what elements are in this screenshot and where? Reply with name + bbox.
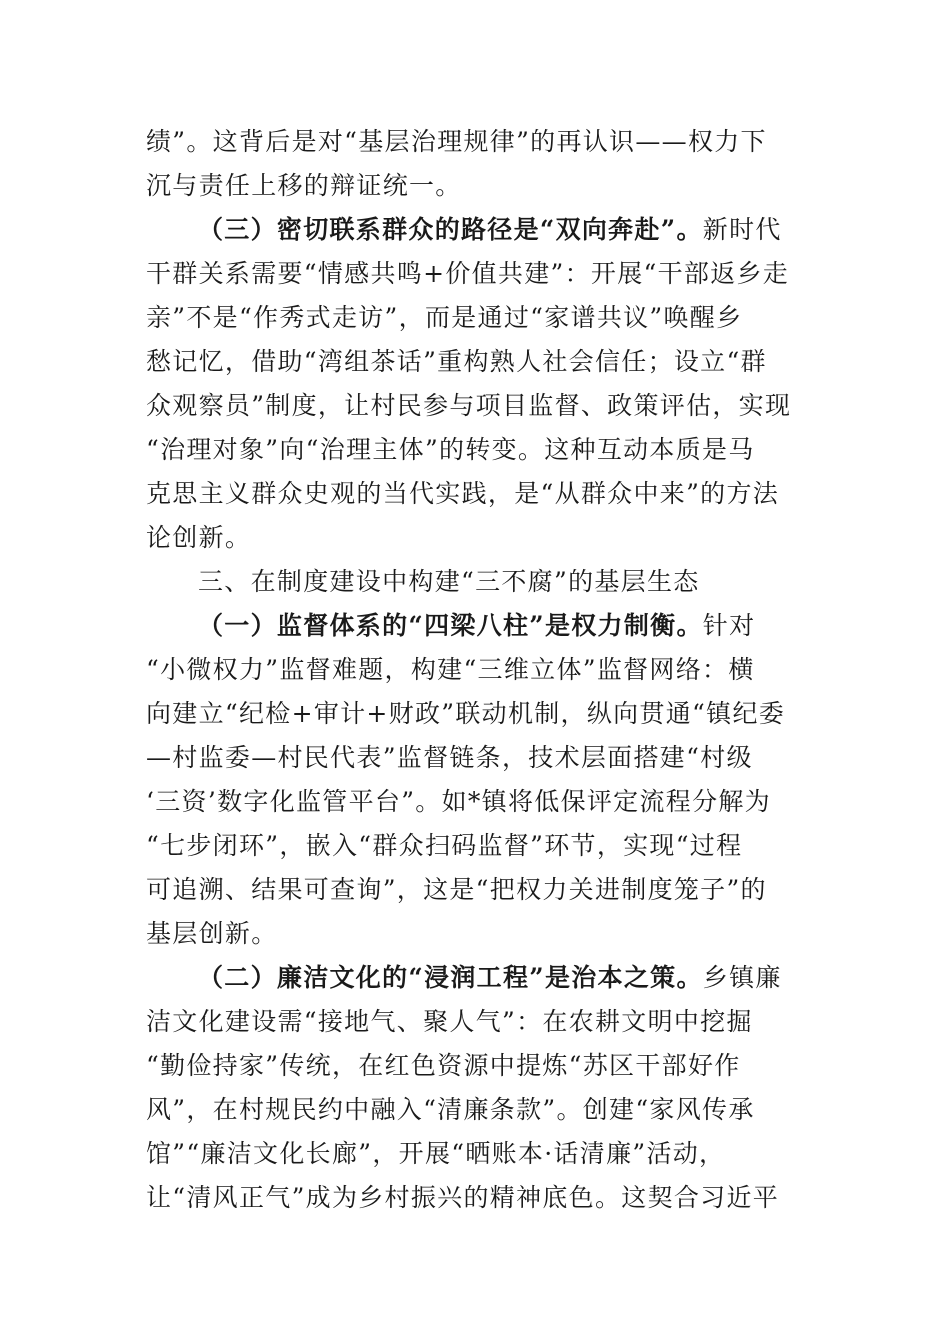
body-text-line: 风”，在村规民约中融入“清廉条款”。创建“家风传承 — [146, 1095, 755, 1124]
body-text-line: “七步闭环”，嵌入“群众扫码监督”环节，实现“过程 — [146, 831, 743, 860]
body-text: 针对 — [702, 611, 756, 640]
body-text-line: 克思主义群众史观的当代实践，是“从群众中来”的方法 — [146, 479, 780, 508]
body-text-line: “小微权力”监督难题，构建“三维立体”监督网络：横 — [146, 655, 755, 684]
body-text-line: 绩”。这背后是对“基层治理规律”的再认识——权力下 — [146, 127, 767, 156]
body-text-line: 向建立“纪检+审计+财政”联动机制，纵向贯通“镇纪委 — [146, 699, 786, 728]
body-text-line: 基层创新。 — [146, 919, 278, 948]
paragraph-first-line — [198, 613, 806, 638]
body-text-line: 干群关系需要“情感共鸣+价值共建”：开展“干部返乡走 — [146, 259, 790, 288]
body-text-line: ‘三资’数字化监管平台”。如*镇将低保评定流程分解为 — [146, 787, 771, 816]
body-text: 新时代 — [702, 215, 782, 244]
body-text-line: 亲”不是“作秀式走访”，而是通过“家谱共议”唤醒乡 — [146, 303, 743, 332]
subsection-heading: （三）密切联系群众的路径是“双向奔赴”。 — [198, 215, 703, 244]
section-heading: 三、在制度建设中构建“三不腐”的基层生态 — [198, 567, 700, 596]
body-text: 乡镇廉 — [702, 963, 782, 992]
body-text-line: 可追溯、结果可查询”，这是“把权力关进制度笼子”的 — [146, 875, 767, 904]
paragraph-first-line — [198, 217, 806, 242]
body-text-line: 让“清风正气”成为乡村振兴的精神底色。这契合习近平 — [146, 1183, 780, 1212]
body-text-line: 沉与责任上移的辩证统一。 — [146, 171, 462, 200]
body-text-line: “勤俭持家”传统，在红色资源中提炼“苏区干部好作 — [146, 1051, 741, 1080]
body-text-line: 洁文化建设需“接地气、聚人气”：在农耕文明中挖掘 — [146, 1007, 753, 1036]
body-text-line: 众观察员”制度，让村民参与项目监督、政策评估，实现 — [146, 391, 792, 420]
body-text-line: “治理对象”向“治理主体”的转变。这种互动本质是马 — [146, 435, 755, 464]
paragraph-first-line — [198, 965, 806, 990]
body-text-line: —村监委—村民代表”监督链条，技术层面搭建“村级 — [146, 743, 753, 772]
body-text-line: 馆”“廉洁文化长廊”，开展“晒账本·话清廉”活动， — [146, 1139, 726, 1168]
subsection-heading: （一）监督体系的“四梁八柱”是权力制衡。 — [198, 611, 703, 640]
subsection-heading: （二）廉洁文化的“浸润工程”是治本之策。 — [198, 963, 703, 992]
body-text-line: 愁记忆，借助“湾组茶话”重构熟人社会信任；设立“群 — [146, 347, 767, 376]
body-text-line: 论创新。 — [146, 523, 252, 552]
